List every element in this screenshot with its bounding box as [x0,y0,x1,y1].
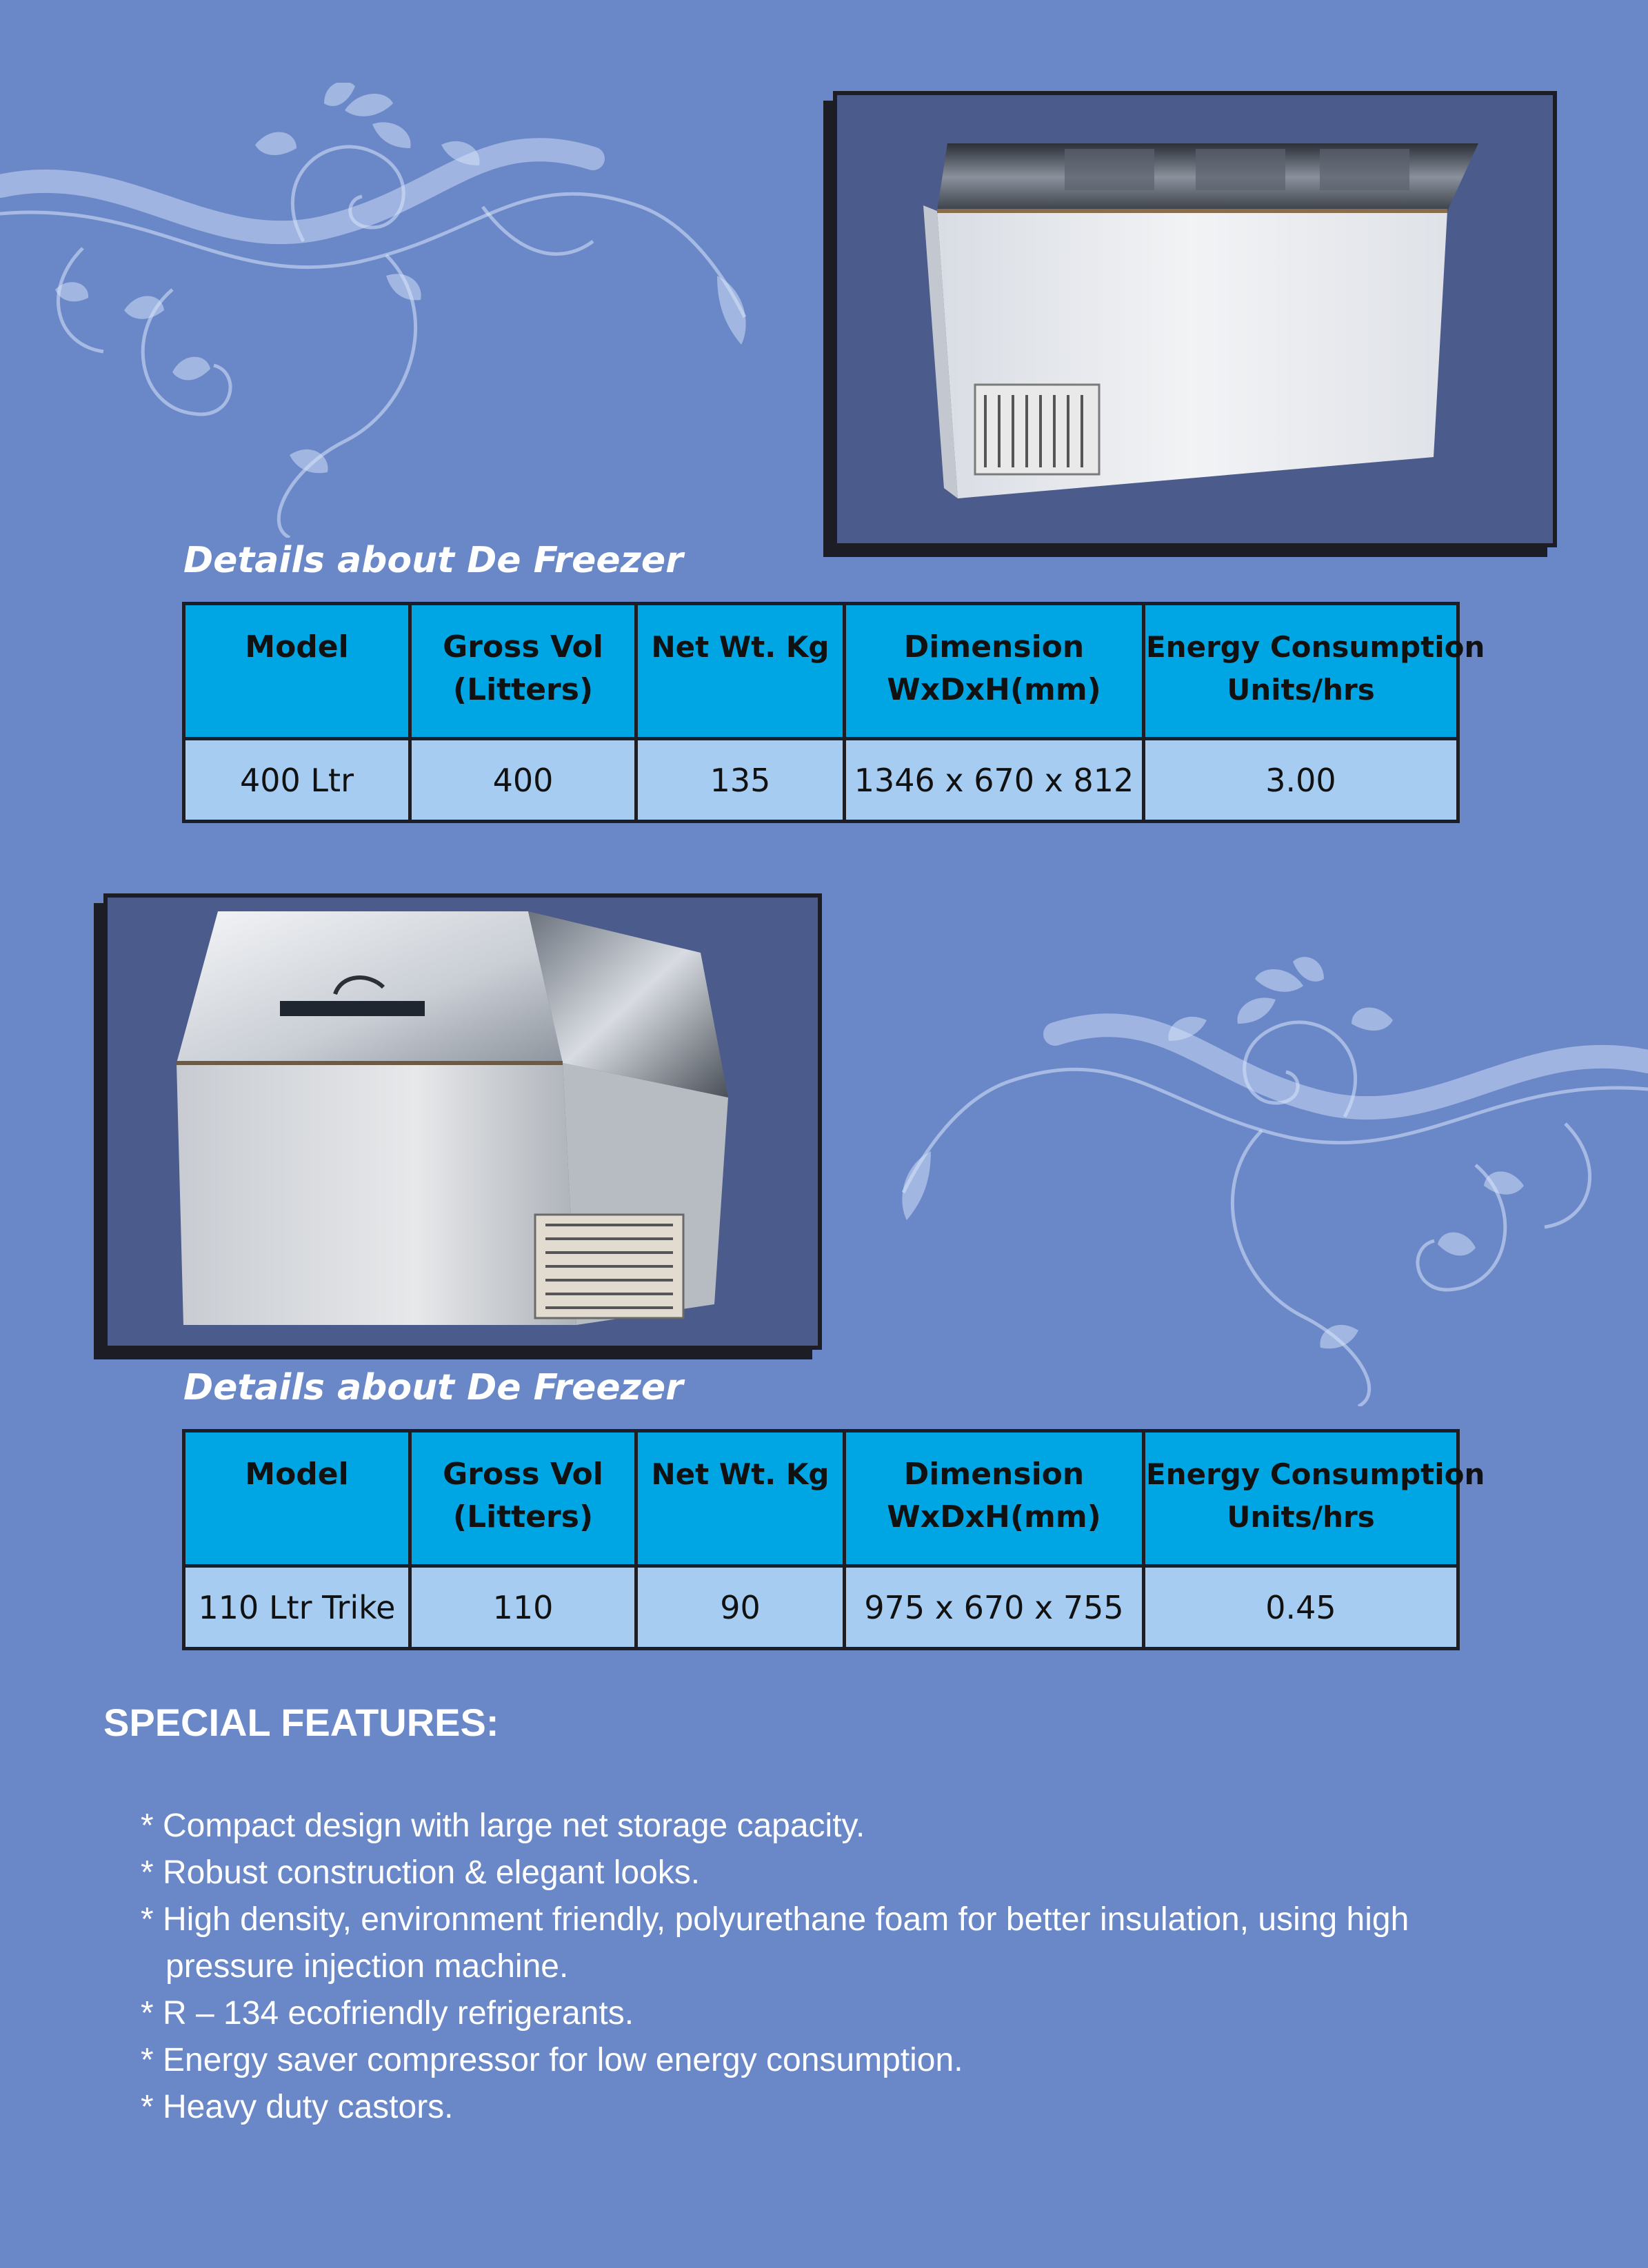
list-item: * Heavy duty castors. [141,2084,1520,2131]
column-header-net-wt: Net Wt. Kg [636,604,845,739]
cell-dimension: 975 x 670 x 755 [845,1566,1144,1649]
features-list [141,1803,1520,2131]
list-item: * Compact design with large net storage capacity. [141,1803,1520,1850]
vent-grille-icon [535,1215,683,1318]
floral-swirl-decoration [0,83,765,538]
cell-energy: 3.00 [1144,739,1458,822]
column-header-model: Model [184,1431,410,1566]
cell-model: 110 Ltr Trike [184,1566,410,1649]
column-header-energy: Energy Consumption Units/hrs [1144,604,1458,739]
section-title: Details about De Freezer [183,1367,683,1408]
table-header-row [184,1431,1458,1566]
cell-model: 400 Ltr [184,739,410,822]
cell-net-wt: 135 [636,739,845,822]
list-item: * High density, environment friendly, polyurethane foam for better insulation, using high pressure injection machine. [141,1896,1520,1990]
column-header-energy: Energy Consumption Units/hrs [1144,1431,1458,1566]
cell-energy: 0.45 [1144,1566,1458,1649]
column-header-gross-vol: Gross Vol (Litters) [410,604,636,739]
section-title: Details about De Freezer [183,540,683,581]
vent-grille-icon [975,385,1099,474]
column-header-gross-vol: Gross Vol (Litters) [410,1431,636,1566]
column-header-dimension: Dimension WxDxH(mm) [845,604,1144,739]
column-header-net-wt: Net Wt. Kg [636,1431,845,1566]
table-header-row [184,604,1458,739]
cell-gross-vol: 400 [410,739,636,822]
column-header-dimension: Dimension WxDxH(mm) [845,1431,1144,1566]
list-item: * Energy saver compressor for low energy consumption. [141,2037,1520,2084]
cell-dimension: 1346 x 670 x 812 [845,739,1144,822]
list-item: * Robust construction & elegant looks. [141,1850,1520,1896]
cell-gross-vol: 110 [410,1566,636,1649]
spec-table [182,602,1485,823]
chest-freezer-photo [833,91,1557,547]
cell-net-wt: 90 [636,1566,845,1649]
trike-freezer-photo [103,893,822,1350]
table-row [184,1566,1458,1649]
spec-table [182,1429,1485,1650]
features-heading: SPECIAL FEATURES: [103,1701,499,1744]
table-row [184,739,1458,822]
column-header-model: Model [184,604,410,739]
floral-swirl-decoration-right [883,951,1648,1406]
list-item: * R – 134 ecofriendly refrigerants. [141,1990,1520,2037]
